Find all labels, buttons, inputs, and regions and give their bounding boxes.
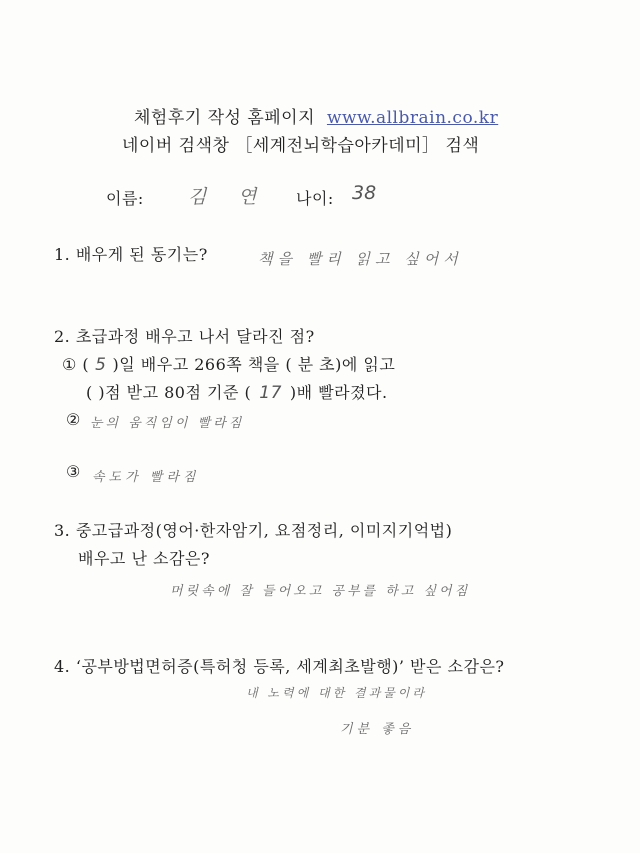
- q2-line1-part-a: ① (: [62, 355, 90, 374]
- question-3-line-1: 3. 중고급과정(영어·한자암기, 요점정리, 이미지기억법): [54, 521, 453, 540]
- name-value-2: 연: [238, 186, 260, 208]
- q2-multiplier-value: 17: [259, 383, 282, 403]
- q2-line2-part-b: )배 빨라졌다.: [289, 383, 388, 402]
- q2-item-2-answer: 눈의 움직임이 빨라짐: [90, 416, 245, 431]
- answer-4-line-1: 내 노력에 대한 결과물이라: [246, 686, 427, 700]
- header-line-2: 네이버 검색창 ［세계전뇌학습아카데미］ 검색: [122, 136, 480, 156]
- question-4: 4. ‘공부방법면허증(특허청 등록, 세계최초발행)’ 받은 소감은?: [54, 657, 505, 676]
- question-3-line-2: 배우고 난 소감은?: [78, 549, 210, 568]
- q2-item-3-marker: ③: [66, 462, 81, 481]
- answer-1: 책을 빨리 읽고 싶어서: [258, 250, 463, 268]
- q2-item-1-line-2: [86, 380, 388, 403]
- q2-item-2-marker: ②: [66, 410, 81, 429]
- q2-item-3-answer: 속도가 빨라짐: [92, 470, 200, 485]
- q2-days-value: 5: [95, 355, 107, 375]
- header-line-1: [134, 103, 498, 128]
- name-label: 이름:: [106, 189, 144, 208]
- answer-3: 머릿속에 잘 들어오고 공부를 하고 싶어짐: [170, 584, 471, 599]
- q2-item-1-line-1: [62, 352, 395, 375]
- header-intro-text: 체험후기 작성 홈페이지: [134, 108, 316, 128]
- name-value-1: 김: [188, 186, 210, 208]
- website-link[interactable]: www.allbrain.co.kr: [326, 108, 499, 128]
- answer-4-line-2: 기분 좋음: [340, 722, 415, 737]
- q2-line2-part-a: ( )점 받고 80점 기준 (: [86, 383, 252, 402]
- question-2: 2. 초급과정 배우고 나서 달라진 점?: [54, 327, 315, 346]
- age-value: 38: [352, 182, 377, 204]
- age-label: 나이:: [296, 189, 334, 208]
- question-1: 1. 배우게 된 동기는?: [54, 245, 208, 264]
- q2-line1-part-b: )일 배우고 266쪽 책을 ( 분 초)에 읽고: [112, 355, 396, 374]
